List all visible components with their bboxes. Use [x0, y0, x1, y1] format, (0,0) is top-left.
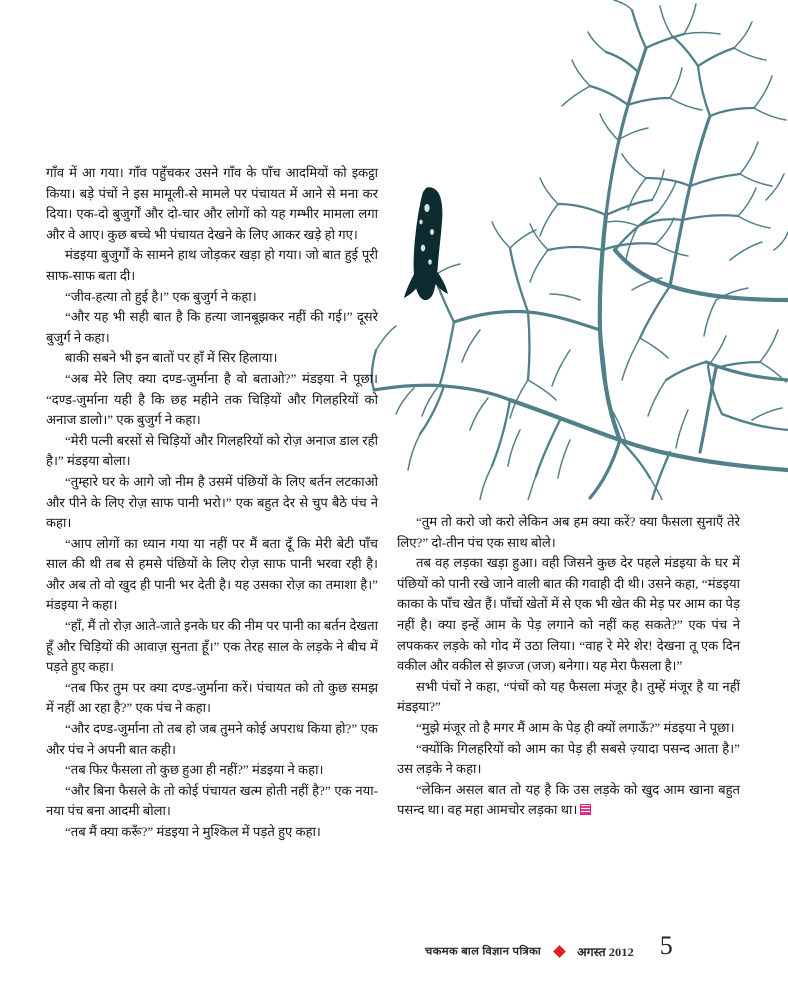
paragraph: “तुम तो करो जो करो लेकिन अब हम क्या करें? क्या फैसला सुनाएँ तेरे लिए?” दो-तीन पंच एक साथ बोले।	[397, 514, 740, 550]
paragraph: गाँव में आ गया। गाँव पहुँचकर उसने गाँव के पाँच आदमियों को इकट्ठा किया। बड़े पंचों ने इस मामूली-से मामले पर पंचायत में आने से मना कर दिया। एक-दो बुजुर्गों और दो-चार और लोगों को यह गम्भीर मामला लगा और वे आए। कुछ बच्चे भी पंचायत देखने के लिए आकर खड़े हो गए।	[46, 165, 378, 242]
paragraph: “तब मैं क्या करूँ?” मंडइया ने मुश्किल में पड़ते हुए कहा।	[65, 824, 321, 839]
red-diamond-icon	[553, 945, 566, 958]
article-right-column	[397, 512, 740, 821]
paragraph: “तब फिर फैसला तो कुछ हुआ ही नहीं?” मंडइया ने कहा।	[65, 762, 324, 778]
paragraph: “और दण्ड-जुर्माना तो तब हो जब तुमने कोई अपराध किया हो?” एक और पंच ने अपनी बात कही।	[46, 721, 378, 757]
end-of-article-icon	[580, 804, 591, 815]
paragraph: “और बिना फैसले के तो कोई पंचायत खत्म होती नहीं है?” एक नया-नया पंच बना आदमी बोला।	[46, 782, 378, 819]
paragraph: बाकी सबने भी इन बातों पर हाँ में सिर हिलाया।	[65, 350, 278, 366]
paragraph: “और यह भी सही बात है कि हत्या जानबूझकर नहीं की गई।” दूसरे बुजुर्ग ने कहा।	[46, 309, 378, 345]
paragraph: “जीव-हत्या तो हुई है।” एक बुजुर्ग ने कहा।	[65, 288, 257, 304]
paragraph: सभी पंचों ने कहा, “पंचों को यह फैसला मंजूर है। तुम्हें मंजूर है या नहीं मंडइया?”	[397, 678, 740, 715]
paragraph: तब वह लड़का खड़ा हुआ। वही जिसने कुछ देर पहले मंडइया के घर में पंछियों को पानी रखे जाने वाली बात की गवाही दी थी। उसने कहा, “मंडइया काका के पाँच खेत हैं। पाँचों खेतों में से एक भी खेत की मेड़ पर आम का पेड़ नहीं है। क्या इन्हें आम के पेड़ लगाने को नहीं कह सकते?” एक पंच ने लपककर लड़के को गोद में उठा लिया। “वाह रे मेरे शेर! देखना तू एक दिन वकील और वकील से झज्ज (जज) बनेगा। यह मेरा फैसला है।”	[397, 555, 740, 674]
paragraph-final	[397, 780, 740, 821]
paragraph: मंडइया बुजुर्गों के सामने हाथ जोड़कर खड़ा हो गया। जो बात हुई पूरी साफ-साफ बता दी।	[46, 247, 378, 283]
paragraph-text: “लेकिन असल बात तो यह है कि उस लड़के को खुद आम खाना बहुत पसन्द था। वह महा आमचोर लड़का था।	[397, 781, 740, 818]
paragraph: “मुझे मंजूर तो है मगर मैं आम के पेड़ ही क्यों लगाऊँ?” मंडइया ने पूछा।	[416, 719, 735, 735]
paragraph: “मेरी पत्नी बरसों से चिड़ियों और गिलहरियों को रोज़ अनाज डाल रही है।” मंडइया बोला।	[46, 432, 378, 469]
magazine-name: चकमक बाल विज्ञान पत्रिका	[425, 945, 542, 957]
page-number: 5	[659, 931, 673, 960]
issue-date: अगस्त 2012	[577, 944, 634, 959]
paragraph: “हाँ, मैं तो रोज़ आते-जाते इनके घर की नीम पर पानी का बर्तन देखता हूँ और चिड़ियों की आवाज़ सुनता हूँ।” एक तेरह साल के लड़के ने बीच में पड़ते हुए कहा।	[46, 618, 378, 675]
paragraph: “तुम्हारे घर के आगे जो नीम है उसमें पंछियों के लिए बर्तन लटकाओ और पीने के लिए रोज़ साफ पानी भरो।” एक बहुत देर से चुप बैठे पंच ने कहा।	[46, 473, 378, 531]
paragraph: “तब फिर तुम पर क्या दण्ड-जुर्माना करें। पंचायत को तो कुछ समझ में नहीं आ रहा है?” एक पंच ने कहा।	[46, 679, 378, 716]
article-left-column	[46, 163, 378, 843]
paragraph: “आप लोगों का ध्यान गया या नहीं पर मैं बता दूँ कि मेरी बेटी पाँच साल की थी तब से हमसे पंछियों के लिए रोज़ साफ पानी भरवा रही है। और अब तो वो खुद ही पानी भर देती है। यह उसका रोज़ का तमाशा है।” मंडइया ने कहा।	[46, 535, 378, 613]
paragraph: “क्योंकि गिलहरियों को आम का पेड़ ही सबसे ज़्यादा पसन्द आता है।” उस लड़के ने कहा।	[397, 740, 740, 777]
bare-tree-illustration	[370, 0, 788, 500]
paragraph: “अब मेरे लिए क्या दण्ड-जुर्माना है वो बताओ?” मंडइया ने पूछा। “दण्ड-जुर्माना यही है कि छह महीने तक चिड़ियों और गिलहरियों को अनाज डालो।” एक बुजुर्ग ने कहा।	[46, 370, 378, 428]
hanging-pot	[404, 187, 448, 300]
page-footer	[0, 931, 788, 1000]
